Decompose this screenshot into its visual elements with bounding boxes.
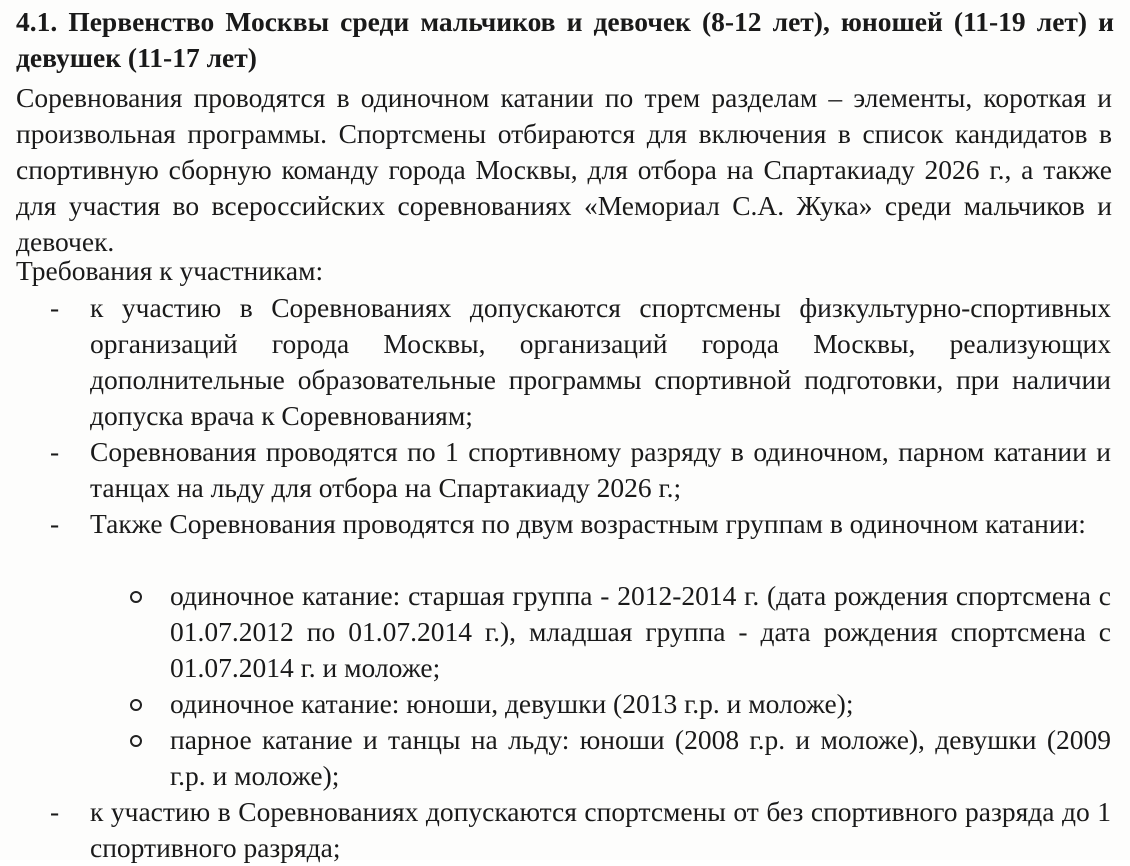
dash-bullet: - <box>50 292 60 323</box>
sub-list-item-text: одиночное катание: юноши, девушки (2013 г.р. и моложе); <box>170 688 854 719</box>
circle-bullet-icon <box>130 735 142 747</box>
circle-bullet-icon <box>130 699 142 711</box>
sub-list-item-text: одиночное катание: старшая группа - 2012-2014 г. (дата рождения спортсмена с 01.07.2012 по 01.07.2014 г.), младшая группа - дата рождения спортсмена с 01.07.2014 г. и моложе; <box>170 580 1111 683</box>
section-heading: 4.1. Первенство Москвы среди мальчиков и девочек (8-12 лет), юношей (11-19 лет) и девушек (11-17 лет) <box>16 6 1114 73</box>
list-item-text: Соревнования проводятся по 1 спортивному разряду в одиночном, парном катании и танцах на льду для отбора на Спартакиаду 2026 г.; <box>90 436 1111 503</box>
intro-paragraph: Соревнования проводятся в одиночном катании по трем разделам – элементы, короткая и произвольная программы. Спортсмены отбираются для включения в список кандидатов в спортивную сборную команду города Москвы, для отбора на Спартакиаду 2026 г., а также для участия во всероссийских соревнованиях «Мемориал С.А. Жука» среди мальчиков и девочек. <box>16 82 1112 257</box>
list-item-text: к участию в Соревнованиях допускаются спортсмены физкультурно-спортивных организаций города Москвы, организаций города Москвы, реализующих дополнительные образовательные программы спортивной подготовки, при наличии допуска врача к Соревнованиям; <box>90 292 1111 431</box>
dash-bullet: - <box>50 796 60 827</box>
requirements-label: Требования к участникам: <box>16 255 324 286</box>
circle-bullet-icon <box>130 591 142 603</box>
dash-bullet: - <box>50 508 60 539</box>
list-item-text: Также Соревнования проводятся по двум возрастным группам в одиночном катании: <box>90 508 1086 539</box>
dash-bullet: - <box>50 436 60 467</box>
sub-list-item-text: парное катание и танцы на льду: юноши (2008 г.р. и моложе), девушки (2009 г.р. и моложе); <box>170 724 1111 791</box>
list-item-text: к участию в Соревнованиях допускаются спортсмены от без спортивного разряда до 1 спортивного разряда; <box>90 796 1111 863</box>
